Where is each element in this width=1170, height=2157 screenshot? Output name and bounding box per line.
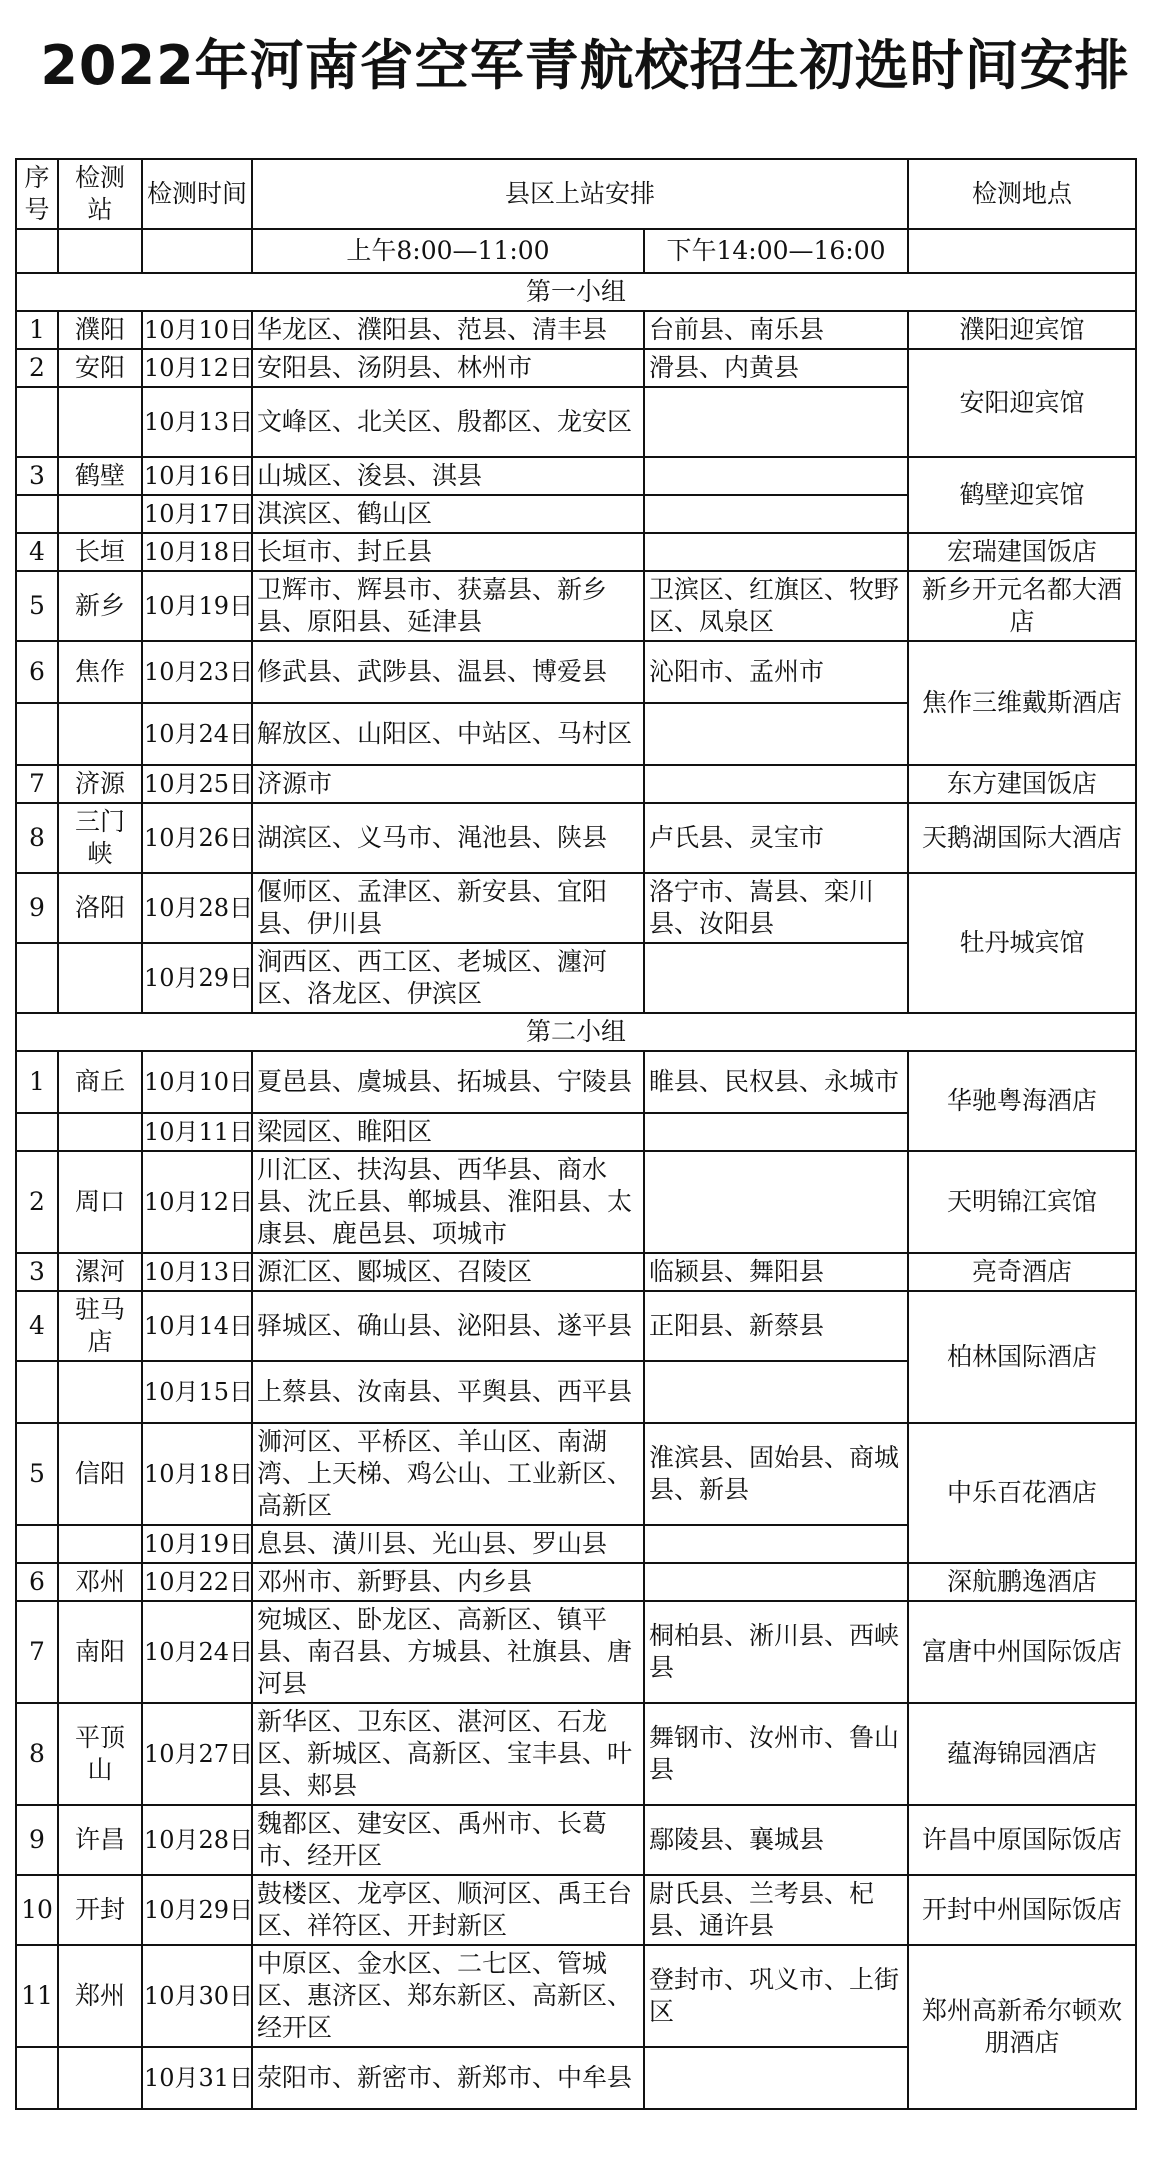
row-place: 许昌中原国际饭店	[908, 1805, 1136, 1875]
row-place: 深航鹏逸酒店	[908, 1563, 1136, 1601]
row-station	[58, 2047, 142, 2109]
row-place: 鹤壁迎宾馆	[908, 457, 1136, 533]
row-date: 10月25日	[142, 765, 252, 803]
row-date: 10月18日	[142, 1423, 252, 1525]
row-station: 开封	[58, 1875, 142, 1945]
table-row	[16, 1945, 1136, 2047]
row-date: 10月11日	[142, 1113, 252, 1151]
row-no	[16, 943, 58, 1013]
row-no	[16, 1113, 58, 1151]
row-date: 10月16日	[142, 457, 252, 495]
row-am: 夏邑县、虞城县、拓城县、宁陵县	[252, 1051, 644, 1113]
header-pm: 下午14:00—16:00	[644, 229, 908, 273]
row-place: 华驰粤海酒店	[908, 1051, 1136, 1151]
row-am: 湖滨区、义马市、渑池县、陕县	[252, 803, 644, 873]
row-am: 驿城区、确山县、泌阳县、遂平县	[252, 1291, 644, 1361]
row-date: 10月30日	[142, 1945, 252, 2047]
header-blank	[58, 229, 142, 273]
row-am: 中原区、金水区、二七区、管城区、惠济区、郑东新区、高新区、经开区	[252, 1945, 644, 2047]
row-pm: 淮滨县、固始县、商城县、新县	[644, 1423, 908, 1525]
row-no: 5	[16, 1423, 58, 1525]
row-no: 5	[16, 571, 58, 641]
row-place: 焦作三维戴斯酒店	[908, 641, 1136, 765]
row-pm	[644, 1563, 908, 1601]
row-am: 山城区、浚县、淇县	[252, 457, 644, 495]
row-am: 魏都区、建安区、禹州市、长葛市、经开区	[252, 1805, 644, 1875]
row-am: 邓州市、新野县、内乡县	[252, 1563, 644, 1601]
row-am: 息县、潢川县、光山县、罗山县	[252, 1525, 644, 1563]
row-am: 荥阳市、新密市、新郑市、中牟县	[252, 2047, 644, 2109]
row-pm: 洛宁市、嵩县、栾川县、汝阳县	[644, 873, 908, 943]
table-row	[16, 311, 1136, 349]
row-no	[16, 495, 58, 533]
table-row	[16, 803, 1136, 873]
row-pm	[644, 2047, 908, 2109]
table-row	[16, 571, 1136, 641]
table-row	[16, 349, 1136, 387]
row-place: 亮奇酒店	[908, 1253, 1136, 1291]
row-date: 10月26日	[142, 803, 252, 873]
row-no: 1	[16, 311, 58, 349]
row-place: 中乐百花酒店	[908, 1423, 1136, 1563]
row-place: 濮阳迎宾馆	[908, 311, 1136, 349]
row-date: 10月14日	[142, 1291, 252, 1361]
row-am: 华龙区、濮阳县、范县、清丰县	[252, 311, 644, 349]
header-row	[16, 159, 1136, 229]
row-pm: 台前县、南乐县	[644, 311, 908, 349]
row-no: 2	[16, 349, 58, 387]
row-am: 文峰区、北关区、殷都区、龙安区	[252, 387, 644, 457]
row-station	[58, 1361, 142, 1423]
page-title: 2022年河南省空军青航校招生初选时间安排	[40, 34, 1130, 97]
row-place: 新乡开元名都大酒店	[908, 571, 1136, 641]
header-no: 序号	[16, 159, 58, 229]
row-date: 10月13日	[142, 1253, 252, 1291]
row-am: 长垣市、封丘县	[252, 533, 644, 571]
row-date: 10月28日	[142, 873, 252, 943]
table-row	[16, 1151, 1136, 1253]
row-no	[16, 1525, 58, 1563]
row-date: 10月10日	[142, 311, 252, 349]
row-am: 淇滨区、鹤山区	[252, 495, 644, 533]
row-pm	[644, 1525, 908, 1563]
row-no	[16, 1361, 58, 1423]
row-pm: 舞钢市、汝州市、鲁山县	[644, 1703, 908, 1805]
row-pm: 尉氏县、兰考县、杞县、通许县	[644, 1875, 908, 1945]
row-station	[58, 387, 142, 457]
group-name: 第一小组	[16, 273, 1136, 311]
row-no: 8	[16, 1703, 58, 1805]
row-station: 濮阳	[58, 311, 142, 349]
row-pm: 卢氏县、灵宝市	[644, 803, 908, 873]
row-no	[16, 2047, 58, 2109]
table-row	[16, 1253, 1136, 1291]
row-no: 4	[16, 1291, 58, 1361]
row-date: 10月24日	[142, 703, 252, 765]
row-station	[58, 495, 142, 533]
row-no: 7	[16, 1601, 58, 1703]
row-no: 6	[16, 641, 58, 703]
row-date: 10月22日	[142, 1563, 252, 1601]
row-place: 郑州高新希尔顿欢朋酒店	[908, 1945, 1136, 2109]
row-pm	[644, 457, 908, 495]
row-place: 天明锦江宾馆	[908, 1151, 1136, 1253]
row-am: 源汇区、郾城区、召陵区	[252, 1253, 644, 1291]
row-pm	[644, 495, 908, 533]
row-date: 10月23日	[142, 641, 252, 703]
header-place: 检测地点	[908, 159, 1136, 229]
row-pm: 登封市、巩义市、上街区	[644, 1945, 908, 2047]
row-place: 牡丹城宾馆	[908, 873, 1136, 1013]
row-am: 涧西区、西工区、老城区、瀍河区、洛龙区、伊滨区	[252, 943, 644, 1013]
row-date: 10月15日	[142, 1361, 252, 1423]
row-place: 东方建国饭店	[908, 765, 1136, 803]
row-station: 鹤壁	[58, 457, 142, 495]
row-place: 柏林国际酒店	[908, 1291, 1136, 1423]
row-am: 川汇区、扶沟县、西华县、商水县、沈丘县、郸城县、淮阳县、太康县、鹿邑县、项城市	[252, 1151, 644, 1253]
header-station: 检测站	[58, 159, 142, 229]
table-row	[16, 1563, 1136, 1601]
group-name: 第二小组	[16, 1013, 1136, 1051]
header-time: 检测时间	[142, 159, 252, 229]
row-pm: 睢县、民权县、永城市	[644, 1051, 908, 1113]
header-am: 上午8:00—11:00	[252, 229, 644, 273]
row-station: 漯河	[58, 1253, 142, 1291]
row-no: 4	[16, 533, 58, 571]
row-pm: 鄢陵县、襄城县	[644, 1805, 908, 1875]
row-place: 富唐中州国际饭店	[908, 1601, 1136, 1703]
row-station: 平顶山	[58, 1703, 142, 1805]
row-place: 天鹅湖国际大酒店	[908, 803, 1136, 873]
row-pm	[644, 765, 908, 803]
header-blank	[16, 229, 58, 273]
row-date: 10月18日	[142, 533, 252, 571]
row-date: 10月29日	[142, 943, 252, 1013]
row-station: 洛阳	[58, 873, 142, 943]
schedule-table	[15, 158, 1137, 2110]
row-no: 3	[16, 457, 58, 495]
row-date: 10月19日	[142, 571, 252, 641]
table-row	[16, 457, 1136, 495]
row-place: 宏瑞建国饭店	[908, 533, 1136, 571]
row-place: 蕴海锦园酒店	[908, 1703, 1136, 1805]
row-date: 10月12日	[142, 1151, 252, 1253]
row-pm	[644, 1361, 908, 1423]
row-pm	[644, 533, 908, 571]
header-arrange: 县区上站安排	[252, 159, 908, 229]
row-station	[58, 943, 142, 1013]
header-blank	[142, 229, 252, 273]
table-row	[16, 1291, 1136, 1361]
row-date: 10月13日	[142, 387, 252, 457]
row-am: 梁园区、睢阳区	[252, 1113, 644, 1151]
row-station: 焦作	[58, 641, 142, 703]
row-pm: 滑县、内黄县	[644, 349, 908, 387]
row-no: 11	[16, 1945, 58, 2047]
table-row	[16, 1703, 1136, 1805]
row-date: 10月17日	[142, 495, 252, 533]
row-pm: 沁阳市、孟州市	[644, 641, 908, 703]
table-row	[16, 1875, 1136, 1945]
row-no	[16, 703, 58, 765]
row-place: 安阳迎宾馆	[908, 349, 1136, 457]
row-pm	[644, 1151, 908, 1253]
row-date: 10月29日	[142, 1875, 252, 1945]
row-station: 信阳	[58, 1423, 142, 1525]
row-am: 济源市	[252, 765, 644, 803]
row-date: 10月31日	[142, 2047, 252, 2109]
row-date: 10月28日	[142, 1805, 252, 1875]
row-am: 偃师区、孟津区、新安县、宜阳县、伊川县	[252, 873, 644, 943]
row-am: 新华区、卫东区、湛河区、石龙区、新城区、高新区、宝丰县、叶县、郏县	[252, 1703, 644, 1805]
row-station: 郑州	[58, 1945, 142, 2047]
row-station: 济源	[58, 765, 142, 803]
row-station	[58, 703, 142, 765]
row-pm	[644, 703, 908, 765]
row-date: 10月24日	[142, 1601, 252, 1703]
row-pm: 正阳县、新蔡县	[644, 1291, 908, 1361]
table-row	[16, 1805, 1136, 1875]
row-station: 长垣	[58, 533, 142, 571]
row-no: 9	[16, 873, 58, 943]
row-station: 驻马店	[58, 1291, 142, 1361]
row-pm: 临颍县、舞阳县	[644, 1253, 908, 1291]
table-row	[16, 641, 1136, 703]
row-station: 许昌	[58, 1805, 142, 1875]
row-am: 上蔡县、汝南县、平舆县、西平县	[252, 1361, 644, 1423]
row-no: 2	[16, 1151, 58, 1253]
row-am: 鼓楼区、龙亭区、顺河区、禹王台区、祥符区、开封新区	[252, 1875, 644, 1945]
row-pm	[644, 943, 908, 1013]
row-am: 卫辉市、辉县市、获嘉县、新乡县、原阳县、延津县	[252, 571, 644, 641]
row-am: 修武县、武陟县、温县、博爱县	[252, 641, 644, 703]
group-row	[16, 273, 1136, 311]
group-row	[16, 1013, 1136, 1051]
table-row	[16, 533, 1136, 571]
row-date: 10月19日	[142, 1525, 252, 1563]
row-no: 1	[16, 1051, 58, 1113]
row-am: 安阳县、汤阴县、林州市	[252, 349, 644, 387]
row-no: 6	[16, 1563, 58, 1601]
row-no	[16, 387, 58, 457]
row-date: 10月12日	[142, 349, 252, 387]
row-date: 10月10日	[142, 1051, 252, 1113]
row-pm	[644, 387, 908, 457]
header-subrow	[16, 229, 1136, 273]
row-station: 三门峡	[58, 803, 142, 873]
row-no: 8	[16, 803, 58, 873]
row-station: 新乡	[58, 571, 142, 641]
table-row	[16, 1423, 1136, 1525]
row-pm: 桐柏县、淅川县、西峡县	[644, 1601, 908, 1703]
table-row	[16, 765, 1136, 803]
row-station: 邓州	[58, 1563, 142, 1601]
row-station	[58, 1525, 142, 1563]
row-am: 浉河区、平桥区、羊山区、南湖湾、上天梯、鸡公山、工业新区、高新区	[252, 1423, 644, 1525]
table-row	[16, 873, 1136, 943]
row-am: 解放区、山阳区、中站区、马村区	[252, 703, 644, 765]
row-no: 9	[16, 1805, 58, 1875]
row-pm	[644, 1113, 908, 1151]
row-station: 周口	[58, 1151, 142, 1253]
row-no: 10	[16, 1875, 58, 1945]
row-no: 3	[16, 1253, 58, 1291]
row-station: 南阳	[58, 1601, 142, 1703]
row-no: 7	[16, 765, 58, 803]
row-pm: 卫滨区、红旗区、牧野区、凤泉区	[644, 571, 908, 641]
row-place: 开封中州国际饭店	[908, 1875, 1136, 1945]
table-row	[16, 1601, 1136, 1703]
header-blank	[908, 229, 1136, 273]
row-station	[58, 1113, 142, 1151]
table-row	[16, 1051, 1136, 1113]
row-station: 安阳	[58, 349, 142, 387]
row-am: 宛城区、卧龙区、高新区、镇平县、南召县、方城县、社旗县、唐河县	[252, 1601, 644, 1703]
row-station: 商丘	[58, 1051, 142, 1113]
row-date: 10月27日	[142, 1703, 252, 1805]
